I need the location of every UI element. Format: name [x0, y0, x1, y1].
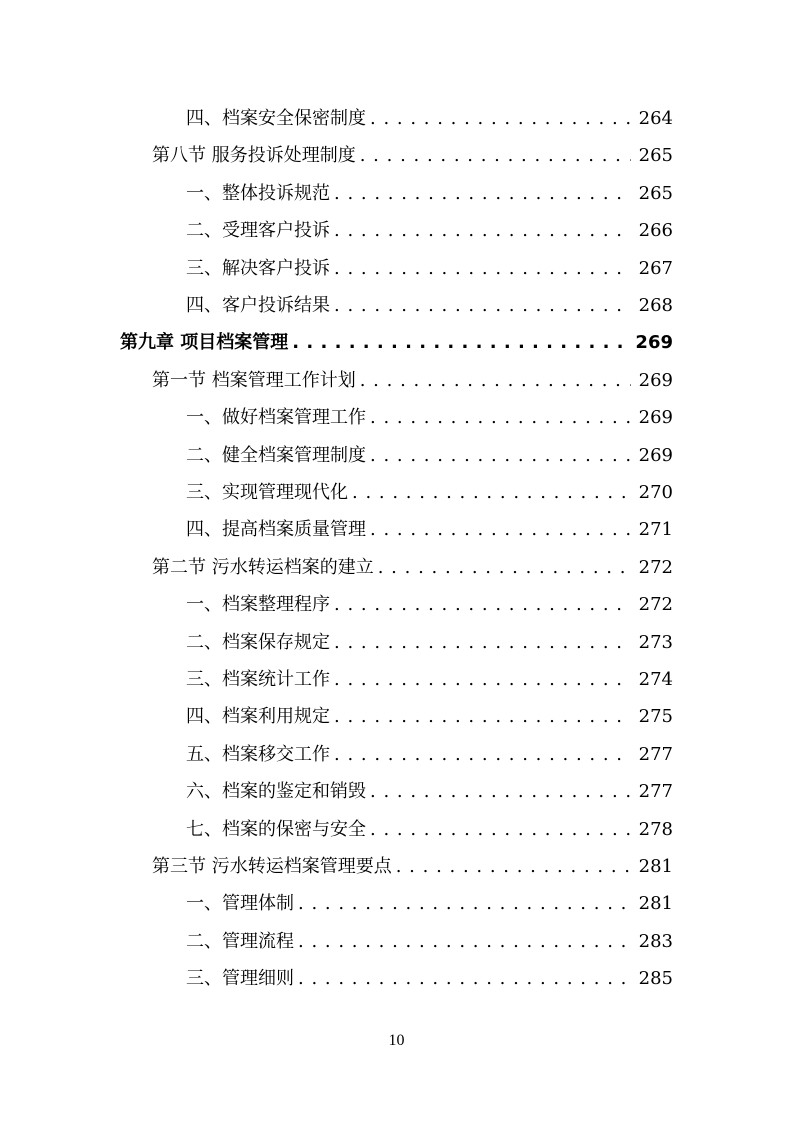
page-footer-number: 10 [388, 1032, 405, 1049]
toc-entry[interactable] [186, 773, 673, 810]
toc-entry-title: 四、档案利用规定 [186, 706, 330, 727]
toc-entry-page-number: 285 [638, 968, 673, 989]
toc-entry-title: 一、做好档案管理工作 [186, 407, 366, 428]
toc-entry-page-number: 281 [638, 893, 673, 914]
toc-dot-leader [370, 437, 631, 474]
toc-entry[interactable] [186, 811, 673, 848]
toc-entry-page-number: 273 [638, 632, 673, 653]
toc-entry[interactable] [186, 586, 673, 623]
toc-entry-page-number: 269 [638, 370, 673, 391]
toc-entry-page-number: 264 [638, 108, 673, 129]
toc-entry[interactable] [186, 661, 673, 698]
toc-entry-title: 六、档案的鉴定和销毁 [186, 781, 366, 802]
toc-dot-leader [292, 324, 627, 361]
toc-entry[interactable] [186, 923, 673, 960]
toc-entry-title: 三、实现管理现代化 [186, 482, 348, 503]
toc-entry-title: 二、档案保存规定 [186, 632, 330, 653]
toc-dot-leader [298, 923, 631, 960]
toc-entry-page-number: 269 [638, 445, 673, 466]
toc-entry-title: 二、健全档案管理制度 [186, 445, 366, 466]
toc-entry-page-number: 281 [638, 856, 673, 877]
toc-entry[interactable] [186, 624, 673, 661]
toc-entry-title: 一、整体投诉规范 [186, 183, 330, 204]
toc-entry[interactable] [186, 885, 673, 922]
toc-dot-leader [334, 212, 631, 249]
toc-entry-title: 第二节 污水转运档案的建立 [152, 557, 374, 578]
toc-entry[interactable] [186, 250, 673, 287]
toc-entry-title: 三、管理细则 [186, 968, 294, 989]
toc-entry-page-number: 269 [635, 332, 673, 353]
toc-entry-page-number: 274 [638, 669, 673, 690]
toc-entry-title: 七、档案的保密与安全 [186, 819, 366, 840]
toc-entry-title: 四、档案安全保密制度 [186, 108, 366, 129]
toc-entry[interactable] [186, 437, 673, 474]
toc-dot-leader [370, 511, 631, 548]
toc-entry-page-number: 283 [638, 931, 673, 952]
toc-dot-leader [334, 175, 631, 212]
toc-dot-leader [334, 661, 631, 698]
toc-entry-title: 四、客户投诉结果 [186, 295, 330, 316]
toc-entry-page-number: 272 [638, 594, 673, 615]
toc-entry-page-number: 277 [638, 744, 673, 765]
toc-dot-leader [378, 549, 631, 586]
toc-entry[interactable] [186, 736, 673, 773]
toc-entry-page-number: 270 [638, 482, 673, 503]
toc-dot-leader [360, 362, 631, 399]
toc-dot-leader [334, 250, 631, 287]
toc-dot-leader [334, 624, 631, 661]
toc-dot-leader [334, 586, 631, 623]
toc-entry-page-number: 275 [638, 706, 673, 727]
toc-dot-leader [370, 773, 631, 810]
toc-dot-leader [370, 811, 631, 848]
toc-entry-page-number: 265 [638, 145, 673, 166]
toc-entry-page-number: 269 [638, 407, 673, 428]
toc-entry-title: 五、档案移交工作 [186, 744, 330, 765]
toc-entry-title: 四、提高档案质量管理 [186, 519, 366, 540]
toc-entry-title: 一、档案整理程序 [186, 594, 330, 615]
toc-entry-page-number: 277 [638, 781, 673, 802]
toc-dot-leader [396, 848, 631, 885]
toc-entry[interactable] [186, 511, 673, 548]
toc-entry-page-number: 267 [638, 258, 673, 279]
toc-entry-title: 第三节 污水转运档案管理要点 [152, 856, 392, 877]
toc-dot-leader [370, 100, 631, 137]
toc-entry[interactable] [186, 698, 673, 735]
toc-entry-page-number: 266 [638, 220, 673, 241]
toc-entry-page-number: 278 [638, 819, 673, 840]
toc-entry[interactable] [152, 848, 673, 885]
toc-entry-title: 二、管理流程 [186, 931, 294, 952]
toc-entry[interactable] [152, 362, 673, 399]
toc-entry[interactable] [186, 175, 673, 212]
toc-entry[interactable] [152, 549, 673, 586]
toc-entry-title: 第九章 项目档案管理 [120, 332, 289, 353]
toc-dot-leader [370, 399, 631, 436]
toc-dot-leader [352, 474, 631, 511]
toc-entry[interactable] [152, 137, 673, 174]
toc-entry[interactable] [186, 212, 673, 249]
toc-dot-leader [334, 287, 631, 324]
toc-entry-page-number: 271 [638, 519, 673, 540]
toc-entry[interactable] [120, 324, 673, 361]
toc-entry[interactable] [186, 287, 673, 324]
toc-entry[interactable] [186, 474, 673, 511]
toc-entry-title: 第八节 服务投诉处理制度 [152, 145, 356, 166]
toc-dot-leader [298, 960, 631, 997]
toc-entry-title: 第一节 档案管理工作计划 [152, 370, 356, 391]
toc-dot-leader [334, 698, 631, 735]
toc-dot-leader [298, 885, 631, 922]
toc-entry-title: 三、档案统计工作 [186, 669, 330, 690]
toc-entry-page-number: 272 [638, 557, 673, 578]
toc-dot-leader [360, 137, 631, 174]
toc-entry-title: 三、解决客户投诉 [186, 258, 330, 279]
toc-entry-title: 二、受理客户投诉 [186, 220, 330, 241]
toc-entry-page-number: 268 [638, 295, 673, 316]
toc-dot-leader [334, 736, 631, 773]
toc-entry[interactable] [186, 100, 673, 137]
toc-entry[interactable] [186, 399, 673, 436]
toc-entry-title: 一、管理体制 [186, 893, 294, 914]
toc-entry[interactable] [186, 960, 673, 997]
toc-entry-page-number: 265 [638, 183, 673, 204]
